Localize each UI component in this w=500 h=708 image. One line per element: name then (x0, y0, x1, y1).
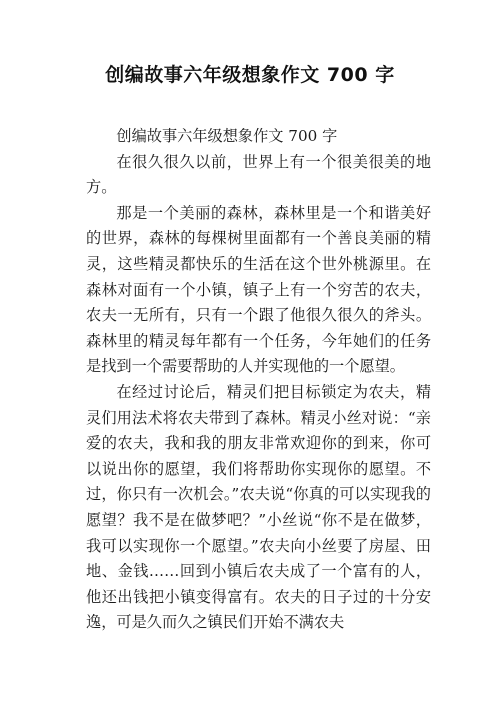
paragraph-1: 在很久很久以前，世界上有一个很美很美的地方。 (86, 152, 431, 197)
paragraph-subtitle: 创编故事六年级想象作文 700 字 (116, 127, 338, 145)
document-body (86, 124, 431, 636)
paragraph-2: 那是一个美丽的森林，森林里是一个和谐美好的世界，森林的每棵树里面都有一个善良美丽的精灵，这些精灵都快乐的生活在这个世外桃源里。在森林对面有一个小镇，镇子上有一个穷苦的农夫，农夫一无所有，只有一个跟了他很久很久的斧头。森林里的精灵每年都有一个任务，今年她们的任务是找到一个需要帮助的人并实现他的一个愿望。 (86, 203, 431, 376)
document-title: 创编故事六年级想象作文 700 字 (105, 64, 395, 86)
paragraph-3: 在经过讨论后，精灵们把目标锁定为农夫，精灵们用法术将农夫带到了森林。精灵小丝对说：“亲爱的农夫，我和我的朋友非常欢迎你的到来，你可以说出你的愿望，我们将帮助你实现你的愿望。不过，你只有一次机会。”农夫说“你真的可以实现我的愿望？我不是在做梦吧？”小丝说“你不是在做梦，我可以实现你一个愿望。”农夫向小丝要了房屋、田地、金钱……回到小镇后农夫成了一个富有的人，他还出钱把小镇变得富有。农夫的日子过的十分安逸，可是久而久之镇民们开始不满农夫 (86, 382, 431, 632)
